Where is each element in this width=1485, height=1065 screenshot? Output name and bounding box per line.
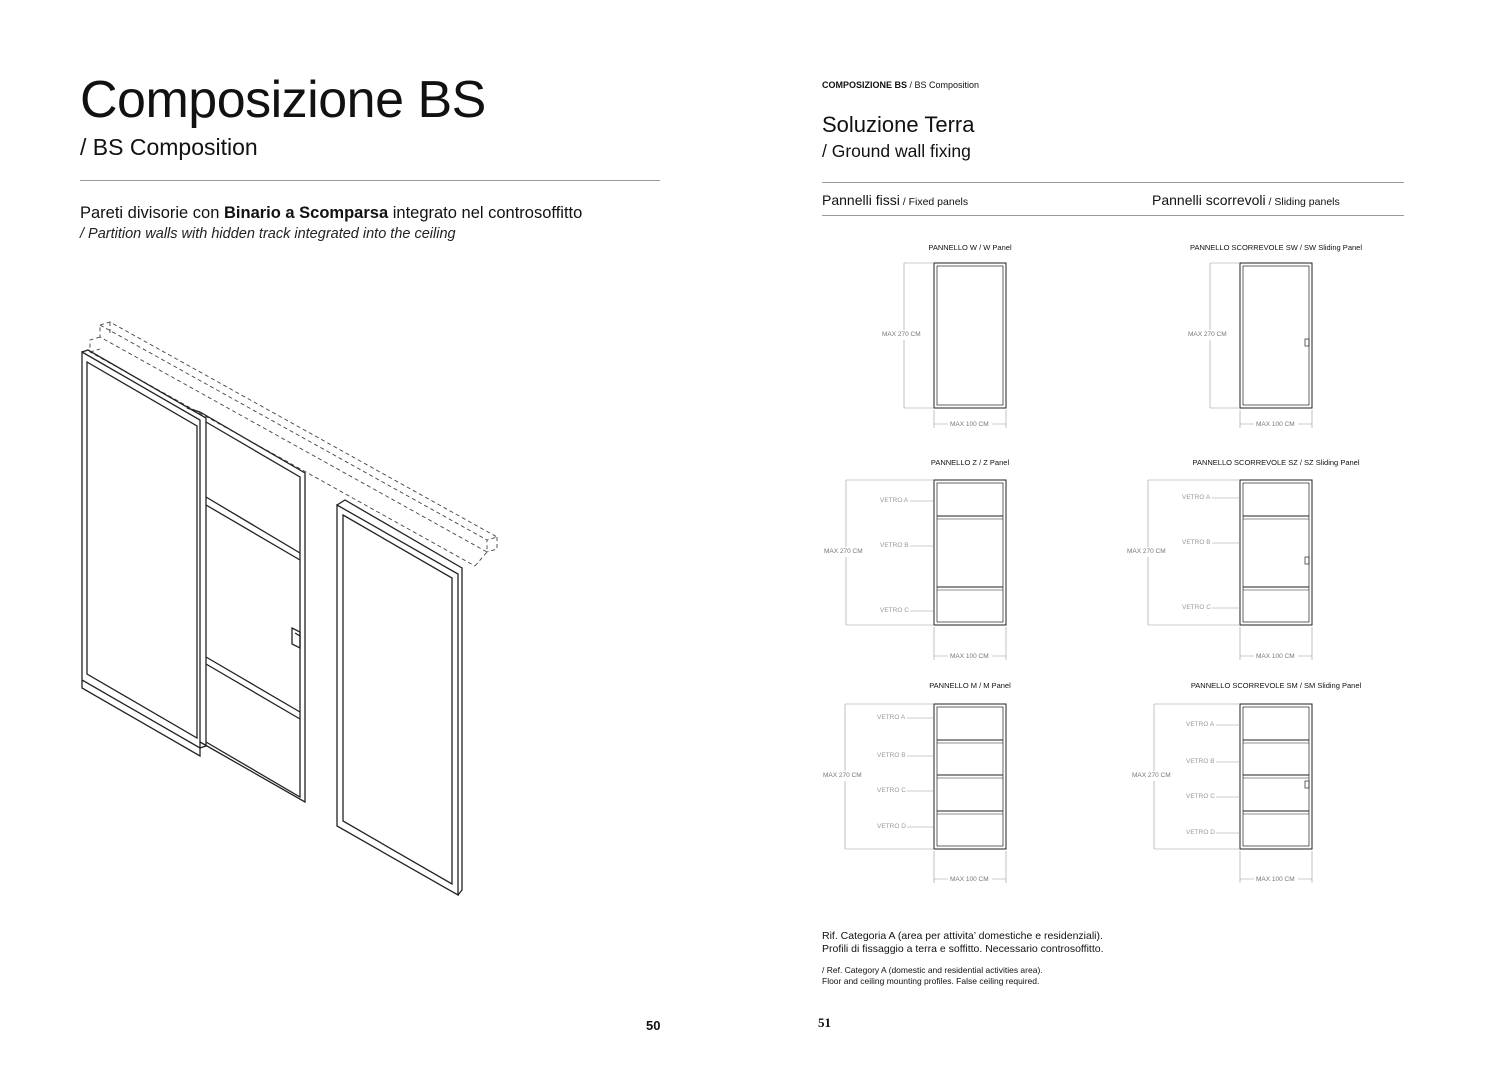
- panel-title-sm: PANNELLO SCORREVOLE SM / SM Sliding Panel: [1190, 681, 1362, 690]
- glass-label-m-b: VETRO B: [877, 752, 906, 759]
- dim-height-z: MAX 270 CM: [824, 548, 863, 555]
- page-subtitle: / BS Composition: [80, 134, 258, 160]
- glass-label-z-a: VETRO A: [880, 497, 909, 504]
- panel-title-sw: PANNELLO SCORREVOLE SW / SW Sliding Panel: [1189, 243, 1363, 252]
- dim-height-sm: MAX 270 CM: [1132, 772, 1171, 779]
- note-en-line2: Floor and ceiling mounting profiles. False ceiling required.: [822, 976, 1040, 986]
- intro-prefix: Pareti divisorie con: [80, 204, 224, 222]
- column-fixed-label: Pannelli fissi: [822, 192, 900, 208]
- glass-label-sz-a: VETRO A: [1182, 494, 1211, 501]
- dim-height-sw: MAX 270 CM: [1188, 331, 1227, 338]
- intro-text-en: / Partition walls with hidden track integrated into the ceiling: [80, 226, 456, 242]
- glass-label-m-c: VETRO C: [877, 787, 906, 794]
- glass-label-sm-a: VETRO A: [1186, 721, 1215, 728]
- intro-bold: Binario a Scomparsa: [223, 204, 389, 222]
- dim-height-w: MAX 270 CM: [882, 331, 921, 338]
- glass-label-sm-d: VETRO D: [1186, 829, 1215, 836]
- column-fixed-en: / Fixed panels: [899, 196, 969, 208]
- dim-width-m: MAX 100 CM: [950, 876, 989, 883]
- note-en-line1: / Ref. Category A (domestic and residential activities area).: [822, 965, 1043, 975]
- column-sliding-en: / Sliding panels: [1265, 196, 1340, 208]
- glass-label-sz-b: VETRO B: [1182, 539, 1211, 546]
- note-it: [822, 930, 1104, 956]
- note-en: [822, 965, 1043, 987]
- dim-width-sm: MAX 100 CM: [1256, 876, 1295, 883]
- breadcrumb-sub: / BS Composition: [907, 80, 980, 90]
- panel-title-sz: PANNELLO SCORREVOLE SZ / SZ Sliding Panel: [1192, 458, 1360, 467]
- panel-title-w: PANNELLO W / W Panel: [928, 243, 1012, 252]
- dim-width-z: MAX 100 CM: [950, 653, 989, 660]
- glass-label-z-b: VETRO B: [880, 542, 909, 549]
- glass-label-sz-c: VETRO C: [1182, 604, 1211, 611]
- panel-title-z: PANNELLO Z / Z Panel: [930, 458, 1010, 467]
- panel-title-m: PANNELLO M / M Panel: [929, 681, 1011, 690]
- intro-suffix: integrato nel controsoffitto: [388, 204, 583, 222]
- note-it-line2: Profili di fissaggio a terra e soffitto. Necessario controsoffitto.: [822, 943, 1104, 955]
- dim-height-m: MAX 270 CM: [823, 772, 862, 779]
- glass-label-m-a: VETRO A: [877, 714, 906, 721]
- dim-height-sz: MAX 270 CM: [1127, 548, 1166, 555]
- section-title: Soluzione Terra: [822, 112, 975, 137]
- glass-label-sm-c: VETRO C: [1186, 793, 1215, 800]
- page-title: Composizione BS: [80, 71, 486, 129]
- page-number-right: 51: [818, 1015, 831, 1030]
- note-it-line1: Rif. Categoria A (area per attivita’ domestiche e residenziali).: [822, 930, 1103, 942]
- glass-label-z-c: VETRO C: [880, 607, 909, 614]
- page-number-left: 50: [646, 1018, 661, 1033]
- dim-width-sz: MAX 100 CM: [1256, 653, 1295, 660]
- column-sliding-label: Pannelli scorrevoli: [1152, 192, 1266, 208]
- glass-label-m-d: VETRO D: [877, 823, 906, 830]
- glass-label-sm-b: VETRO B: [1186, 758, 1215, 765]
- breadcrumb-section: COMPOSIZIONE BS: [822, 80, 908, 90]
- dim-width-w: MAX 100 CM: [950, 421, 989, 428]
- section-subtitle: / Ground wall fixing: [822, 141, 971, 161]
- dim-width-sw: MAX 100 CM: [1256, 421, 1295, 428]
